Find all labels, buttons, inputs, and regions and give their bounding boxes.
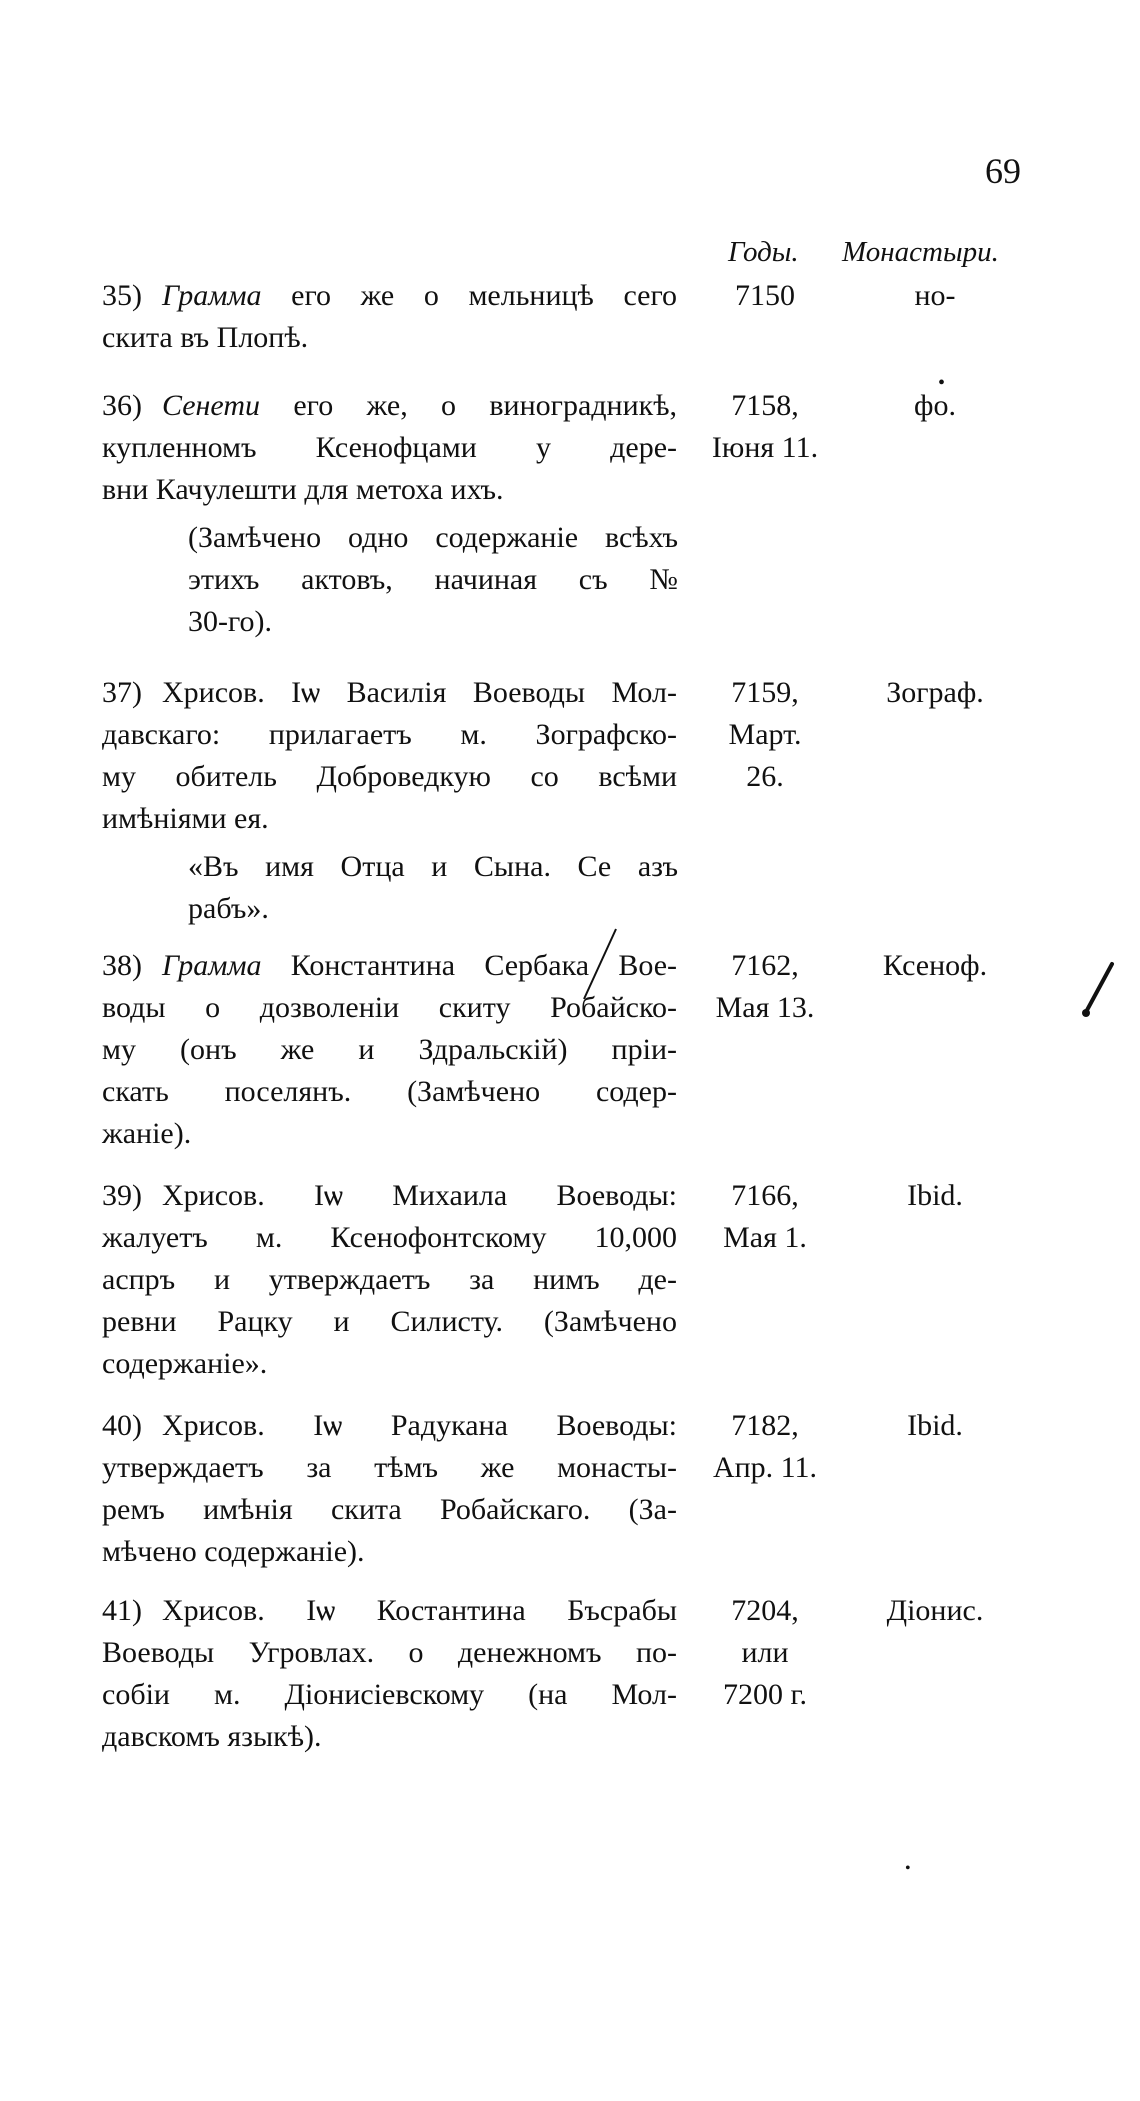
entry-monastery: Ibid.: [907, 1179, 963, 1212]
description-text: му (онъ же и Здральскій) пріи-: [102, 1033, 677, 1066]
entry-monastery: фо.: [914, 389, 956, 422]
description-line: [102, 1071, 677, 1113]
description-line: [102, 1716, 677, 1758]
description-text: содержаніе».: [102, 1347, 268, 1380]
year-line: 7182,: [731, 1409, 799, 1442]
entry-monastery: Зограф.: [886, 676, 984, 709]
description-line: [102, 1590, 677, 1632]
description-text: давскомъ языкѣ).: [102, 1720, 322, 1753]
entry-note: [188, 846, 678, 930]
description-line: [102, 275, 677, 317]
description-text: давскаго: прилагаетъ м. Зографско-: [102, 718, 677, 751]
note-line: 30-го).: [188, 605, 273, 638]
description-text: мѣчено содержаніе).: [102, 1535, 365, 1568]
document-type: Грамма: [162, 279, 262, 312]
page-number: 69: [985, 151, 1021, 191]
description-line: [102, 756, 677, 798]
description-line: [102, 1113, 677, 1155]
year-line: Мая 13.: [715, 991, 815, 1024]
description-text: воды о дозволеніи скиту Робайско-: [102, 991, 677, 1024]
description-text: Хрисов. Іѡ Костантина Бъсрабы: [162, 1594, 677, 1627]
description-text: собіи м. Діонисіевскому (на Мол-: [102, 1678, 677, 1711]
document-type: Сенети: [162, 389, 260, 422]
entry-description: [102, 1590, 677, 1758]
description-text: жаніе).: [102, 1117, 192, 1150]
year-line: Іюня 11.: [711, 431, 819, 464]
ink-dot-icon: •: [938, 372, 946, 394]
description-line: [102, 1259, 677, 1301]
description-text: ревни Рацку и Силисту. (Замѣчено: [102, 1305, 677, 1338]
entry-description: [102, 385, 677, 643]
year-line: Март.: [728, 718, 802, 751]
entry-number: 41): [102, 1594, 142, 1627]
description-line: [102, 1175, 677, 1217]
note-line: (Замѣчено одно содержаніе всѣхъ: [188, 521, 678, 554]
description-line: [102, 1301, 677, 1343]
description-text: Воеводы Угровлах. о денежномъ по-: [102, 1636, 677, 1669]
entry-years: [700, 672, 830, 798]
description-text: му обитель Доброведкую со всѣми: [102, 760, 677, 793]
entry-monastery: Діонис.: [886, 1594, 984, 1627]
year-line: 7166,: [731, 1179, 799, 1212]
entry-years: [700, 275, 830, 317]
note-line: этихъ актовъ, начиная съ №: [188, 563, 678, 596]
entry-number: 38): [102, 949, 142, 982]
description-line: [102, 1489, 677, 1531]
entry-number: 37): [102, 676, 142, 709]
entry-monastery: Ibid.: [907, 1409, 963, 1442]
entry-number: 36): [102, 389, 142, 422]
column-header-monasteries: Монастыри.: [842, 236, 999, 268]
year-line: 7159,: [731, 676, 799, 709]
year-line: Апр. 11.: [712, 1451, 818, 1484]
description-text: жалуетъ м. Ксенофонтскому 10,000: [102, 1221, 677, 1254]
description-text: Хрисов. Іѡ Василія Воеводы Мол-: [162, 676, 677, 709]
year-line: 7162,: [731, 949, 799, 982]
year-line: 7200 г.: [723, 1678, 807, 1711]
description-line: [102, 427, 677, 469]
description-text: его же, о виноградникѣ,: [260, 389, 677, 422]
description-line: [102, 798, 677, 840]
column-header-years: Годы.: [728, 236, 799, 268]
description-line: [102, 1029, 677, 1071]
description-line: [102, 1343, 677, 1385]
description-line: [102, 672, 677, 714]
description-text: купленномъ Ксенофцами у дере-: [102, 431, 677, 464]
pencil-mark-icon: [1080, 960, 1120, 1020]
entry-note: [188, 517, 678, 643]
entry-years: [700, 1405, 830, 1489]
entry-number: 39): [102, 1179, 142, 1212]
description-text: вни Качулешти для метоха ихъ.: [102, 473, 504, 506]
note-line: рабъ».: [188, 892, 269, 925]
description-text: ремъ имѣнія скита Робайскаго. (За-: [102, 1493, 677, 1526]
entry-monastery: но-: [914, 279, 956, 312]
year-line: 7150: [735, 279, 795, 312]
year-line: 7158,: [731, 389, 799, 422]
description-text: его же о мельницѣ сего: [261, 279, 677, 312]
description-text: скать поселянъ. (Замѣчено содер-: [102, 1075, 677, 1108]
description-line: [102, 1632, 677, 1674]
year-line: Мая 1.: [723, 1221, 807, 1254]
entry-description: [102, 275, 677, 359]
description-line: [102, 1674, 677, 1716]
document-type: Грамма: [162, 949, 262, 982]
entry-years: [700, 385, 830, 469]
description-line: [102, 1531, 677, 1573]
entry-number: 35): [102, 279, 142, 312]
entry-monastery: Ксеноф.: [882, 949, 988, 982]
description-line: [102, 714, 677, 756]
description-text: Константина Сербака Вое-: [261, 949, 677, 982]
description-line: [102, 1405, 677, 1447]
year-line: 7204,: [731, 1594, 799, 1627]
entry-years: [700, 1590, 830, 1716]
entry-years: [700, 1175, 830, 1259]
entry-number: 40): [102, 1409, 142, 1442]
description-text: Хрисов. Іѡ Михаила Воеводы:: [162, 1179, 677, 1212]
entry-years: [700, 945, 830, 1029]
description-text: Хрисов. Іѡ Радукана Воеводы:: [162, 1409, 677, 1442]
year-line: 26.: [746, 760, 784, 793]
entry-description: [102, 1405, 677, 1573]
description-line: [102, 317, 677, 359]
entry-description: [102, 672, 677, 930]
description-text: скита въ Плопѣ.: [102, 321, 309, 354]
note-line: «Въ имя Отца и Сына. Се азъ: [188, 850, 678, 883]
ink-dot-icon: •: [905, 1860, 911, 1877]
description-line: [102, 385, 677, 427]
description-line: [102, 1447, 677, 1489]
description-line: [102, 469, 677, 511]
year-line: или: [741, 1636, 789, 1669]
description-text: утверждаетъ за тѣмъ же монасты-: [102, 1451, 677, 1484]
pen-stroke-icon: [580, 925, 620, 1005]
entry-description: [102, 1175, 677, 1385]
description-text: аспръ и утверждаетъ за нимъ де-: [102, 1263, 677, 1296]
description-line: [102, 1217, 677, 1259]
description-text: имѣніями ея.: [102, 802, 269, 835]
